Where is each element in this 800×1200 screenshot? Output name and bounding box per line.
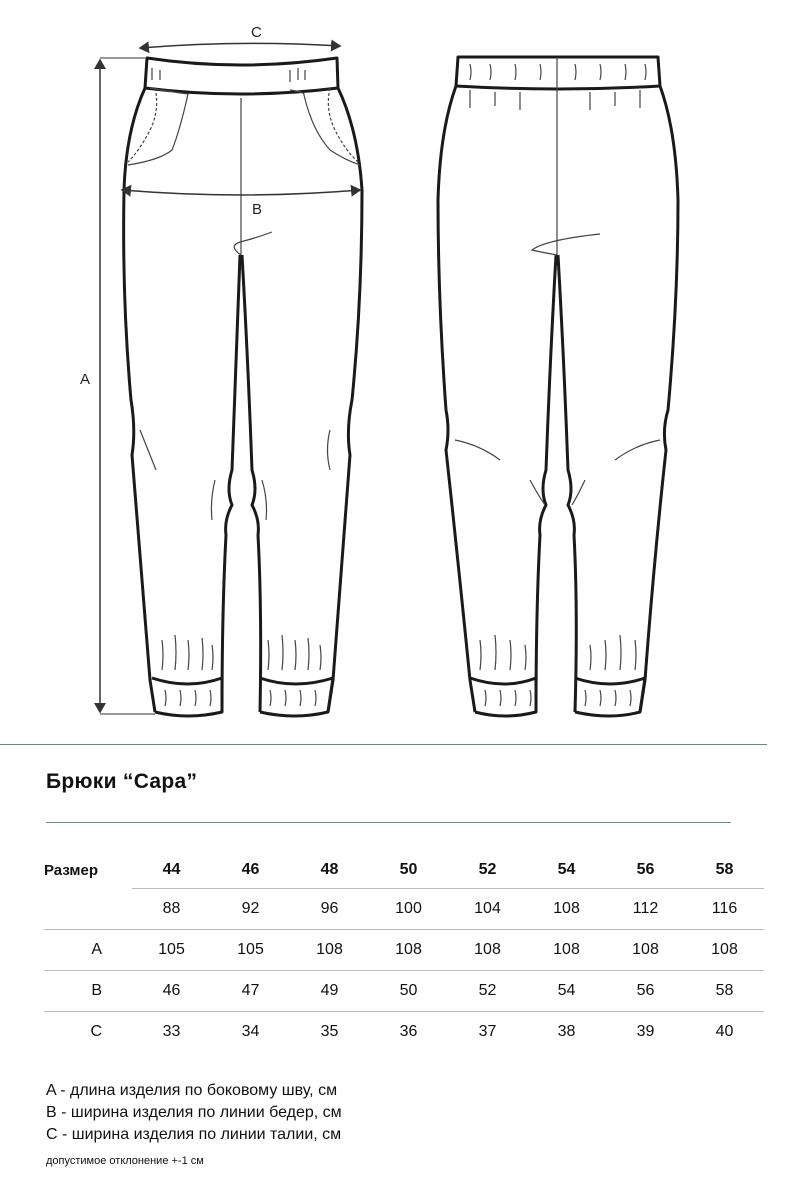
table-cell: 46 bbox=[132, 971, 211, 1012]
legend-item-a: A - длина изделия по боковому шву, см bbox=[46, 1082, 338, 1099]
table-cell: 56 bbox=[606, 971, 685, 1012]
table-cell: 108 bbox=[527, 889, 606, 930]
table-cell: 108 bbox=[606, 930, 685, 971]
table-cell: 104 bbox=[448, 889, 527, 930]
table-cell: 52 bbox=[448, 971, 527, 1012]
back-view-details bbox=[455, 57, 660, 706]
label-c: C bbox=[251, 24, 262, 41]
table-cell: 35 bbox=[290, 1012, 369, 1053]
table-cell: 116 bbox=[685, 889, 764, 930]
table-cell: 108 bbox=[448, 930, 527, 971]
row-label bbox=[44, 889, 132, 930]
table-cell: 36 bbox=[369, 1012, 448, 1053]
table-cell: 108 bbox=[290, 930, 369, 971]
table-cell: 108 bbox=[527, 930, 606, 971]
table-cell: 108 bbox=[685, 930, 764, 971]
table-row bbox=[44, 930, 764, 971]
top-divider bbox=[0, 744, 767, 745]
size-cell: 48 bbox=[320, 861, 339, 878]
table-cell: 37 bbox=[448, 1012, 527, 1053]
table-cell: 39 bbox=[606, 1012, 685, 1053]
size-cell: 52 bbox=[478, 861, 497, 878]
arrow-c bbox=[140, 43, 340, 48]
table-cell: 92 bbox=[211, 889, 290, 930]
legend-item-c: C - ширина изделия по линии талии, см bbox=[46, 1126, 342, 1143]
size-table bbox=[44, 852, 764, 1052]
table-cell: 50 bbox=[369, 971, 448, 1012]
table-cell: 49 bbox=[290, 971, 369, 1012]
table-cell: 105 bbox=[132, 930, 211, 971]
size-cell: 58 bbox=[715, 861, 734, 878]
size-cell: 56 bbox=[636, 861, 655, 878]
row-label: B bbox=[44, 971, 132, 1012]
label-b: B bbox=[252, 201, 263, 218]
table-cell: 100 bbox=[369, 889, 448, 930]
table-row bbox=[44, 889, 764, 930]
row-label: A bbox=[44, 930, 132, 971]
table-cell: 38 bbox=[527, 1012, 606, 1053]
table-cell: 54 bbox=[527, 971, 606, 1012]
size-cell: 54 bbox=[557, 861, 576, 878]
title-divider bbox=[46, 822, 731, 823]
table-cell: 34 bbox=[211, 1012, 290, 1053]
size-header-row bbox=[44, 852, 764, 889]
tolerance-note: допустимое отклонение +-1 см bbox=[46, 1155, 204, 1167]
front-view-details bbox=[128, 68, 360, 706]
table-cell: 108 bbox=[369, 930, 448, 971]
table-cell: 88 bbox=[132, 889, 211, 930]
row-label: C bbox=[44, 1012, 132, 1053]
size-cell: 46 bbox=[241, 861, 260, 878]
legend-item-b: B - ширина изделия по линии бедер, см bbox=[46, 1104, 342, 1121]
table-cell: 112 bbox=[606, 889, 685, 930]
measurement-legend bbox=[46, 1080, 342, 1146]
table-row bbox=[44, 1012, 764, 1053]
table-cell: 58 bbox=[685, 971, 764, 1012]
table-cell: 40 bbox=[685, 1012, 764, 1053]
table-cell: 33 bbox=[132, 1012, 211, 1053]
table-cell: 105 bbox=[211, 930, 290, 971]
dimension-arrows bbox=[100, 43, 360, 714]
size-cell: 44 bbox=[162, 861, 181, 878]
table-row bbox=[44, 971, 764, 1012]
label-a: A bbox=[80, 371, 91, 388]
table-cell: 96 bbox=[290, 889, 369, 930]
product-title: Брюки “Сара” bbox=[46, 770, 198, 793]
size-header-label: Размер bbox=[44, 861, 99, 879]
table-cell: 47 bbox=[211, 971, 290, 1012]
size-cell: 50 bbox=[399, 861, 418, 878]
back-view bbox=[438, 57, 678, 716]
